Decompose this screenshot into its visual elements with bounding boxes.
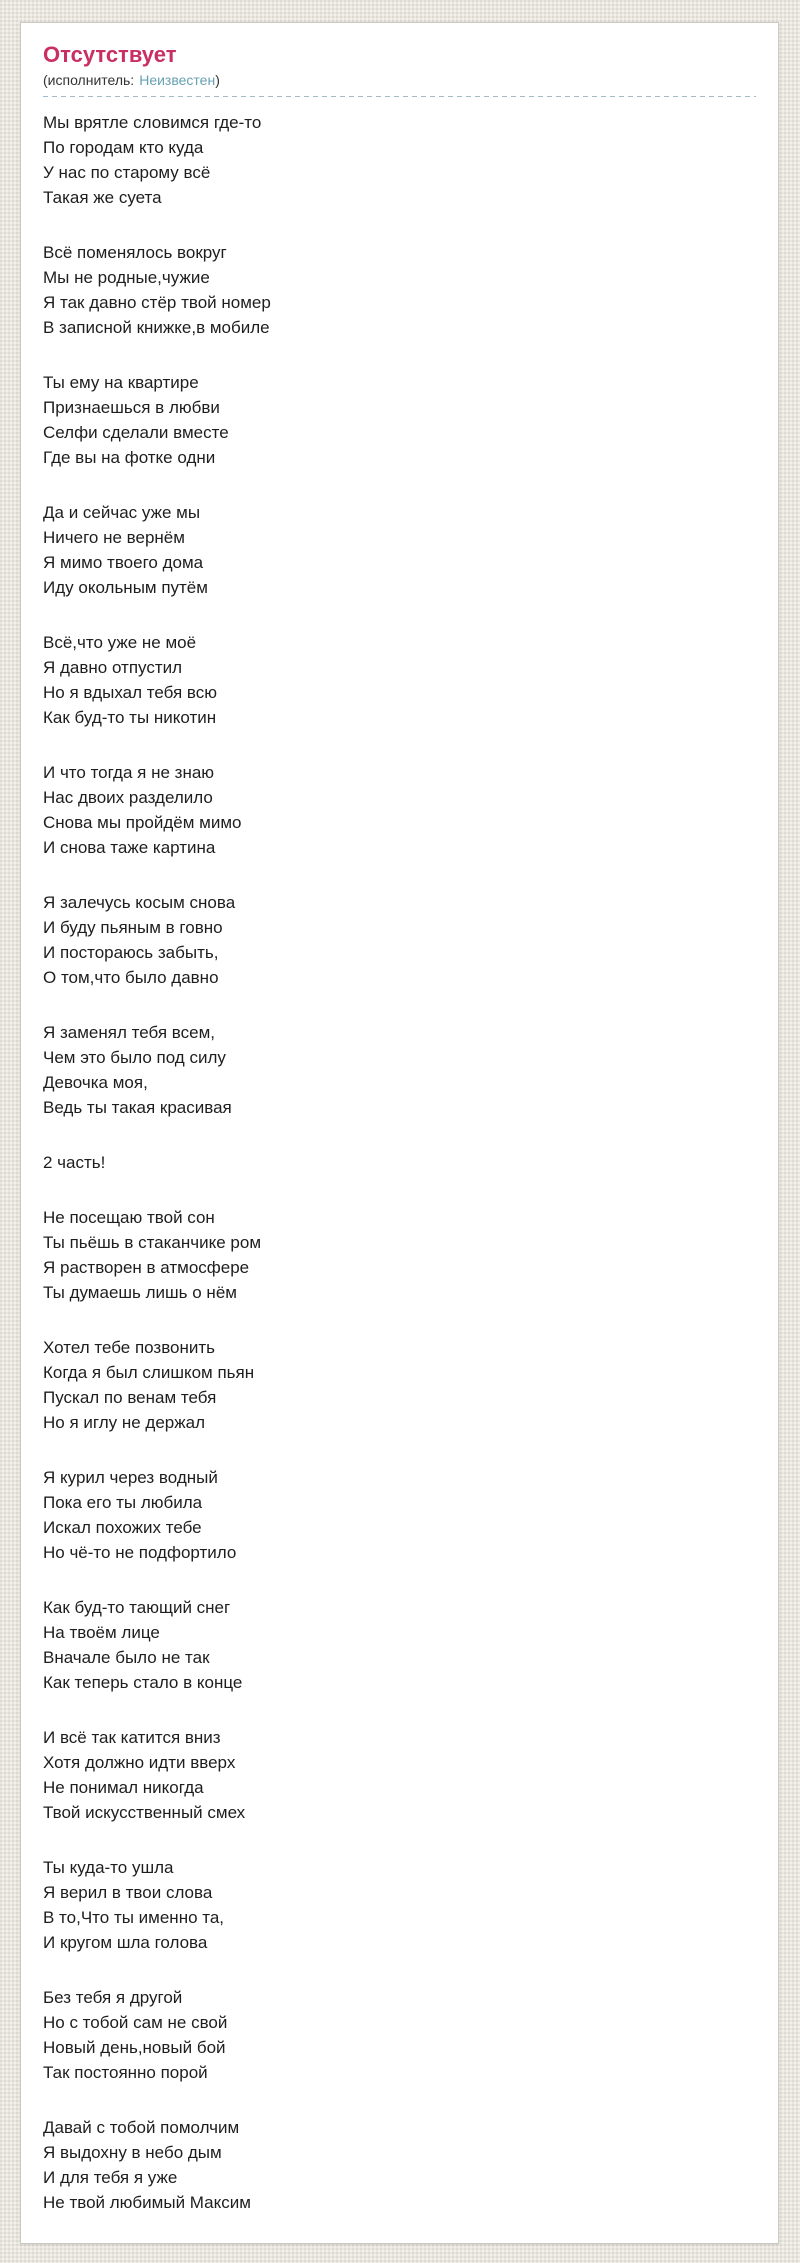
lyric-line: Но чё-то не подфортило xyxy=(43,1543,237,1562)
lyric-line: Не твой любимый Максим xyxy=(43,2193,251,2212)
stanza xyxy=(43,1020,756,1120)
lyric-line: О том,что было давно xyxy=(43,968,219,987)
lyric-line: По городам кто куда xyxy=(43,138,204,157)
stanza xyxy=(43,1855,756,1955)
lyric-line: В записной книжке,в мобиле xyxy=(43,318,270,337)
stanza xyxy=(43,1595,756,1695)
lyric-line: Мы не родные,чужие xyxy=(43,268,210,287)
lyric-line: Хотя должно идти вверх xyxy=(43,1753,236,1772)
lyrics xyxy=(43,110,756,2215)
lyric-line: Но я иглу не держал xyxy=(43,1413,205,1432)
lyric-line: Я выдохну в небо дым xyxy=(43,2143,222,2162)
stanza xyxy=(43,1205,756,1305)
lyric-line: Ты думаешь лишь о нём xyxy=(43,1283,237,1302)
artist-label-close: ) xyxy=(215,72,220,88)
lyric-line: Но я вдыхал тебя всю xyxy=(43,683,218,702)
lyric-line: Ничего не вернём xyxy=(43,528,185,547)
lyric-line: И буду пьяным в говно xyxy=(43,918,223,937)
lyric-line: И всё так катится вниз xyxy=(43,1728,221,1747)
stanza xyxy=(43,890,756,990)
stanza xyxy=(43,1985,756,2085)
lyric-line: Мы врятле словимся где-то xyxy=(43,113,262,132)
lyric-line: Как буд-то тающий снег xyxy=(43,1598,231,1617)
lyric-line: 2 часть! xyxy=(43,1153,106,1172)
lyric-line: Признаешься в любви xyxy=(43,398,220,417)
stanza xyxy=(43,760,756,860)
lyric-line: Я верил в твои слова xyxy=(43,1883,213,1902)
stanza xyxy=(43,500,756,600)
lyric-line: Твой искусственный смех xyxy=(43,1803,246,1822)
stanza xyxy=(43,1465,756,1565)
lyric-line: Чем это было под силу xyxy=(43,1048,226,1067)
lyric-line: Я заменял тебя всем, xyxy=(43,1023,215,1042)
lyric-line: Всё поменялось вокруг xyxy=(43,243,227,262)
lyric-line: Как теперь стало в конце xyxy=(43,1673,243,1692)
artist-link[interactable]: Неизвестен xyxy=(139,72,216,88)
lyric-line: Нас двоих разделило xyxy=(43,788,213,807)
lyric-line: Такая же суета xyxy=(43,188,162,207)
lyric-line: Не посещаю твой сон xyxy=(43,1208,215,1227)
lyric-line: Девочка моя, xyxy=(43,1073,148,1092)
lyric-line: Всё,что уже не моё xyxy=(43,633,197,652)
lyric-line: Но с тобой сам не свой xyxy=(43,2013,228,2032)
lyric-line: Как буд-то ты никотин xyxy=(43,708,217,727)
lyric-line: И кругом шла голова xyxy=(43,1933,208,1952)
lyric-line: На твоём лице xyxy=(43,1623,160,1642)
stanza xyxy=(43,240,756,340)
lyric-line: И для тебя я уже xyxy=(43,2168,178,2187)
dashed-separator xyxy=(43,96,756,97)
song-title: Отсутствует xyxy=(43,42,177,67)
lyric-line: Иду окольным путём xyxy=(43,578,208,597)
lyric-line: Ты пьёшь в стаканчике ром xyxy=(43,1233,262,1252)
artist-label: (исполнитель: xyxy=(43,72,135,88)
lyric-line: Я так давно стёр твой номер xyxy=(43,293,271,312)
lyric-line: У нас по старому всё xyxy=(43,163,211,182)
lyric-line: Снова мы пройдём мимо xyxy=(43,813,242,832)
stanza xyxy=(43,370,756,470)
lyric-line: Когда я был слишком пьян xyxy=(43,1363,255,1382)
stanza xyxy=(43,2115,756,2215)
lyric-line: И постораюсь забыть, xyxy=(43,943,219,962)
stanza xyxy=(43,1150,756,1175)
lyric-line: Я курил через водный xyxy=(43,1468,218,1487)
lyric-line: Так постоянно порой xyxy=(43,2063,208,2082)
stanza xyxy=(43,1335,756,1435)
lyric-line: Давай с тобой помолчим xyxy=(43,2118,240,2137)
lyric-line: Я залечусь косым снова xyxy=(43,893,236,912)
lyric-line: Пока его ты любила xyxy=(43,1493,203,1512)
stanza xyxy=(43,630,756,730)
lyric-line: Пускал по венам тебя xyxy=(43,1388,217,1407)
stanza xyxy=(43,110,756,210)
lyric-line: Не понимал никогда xyxy=(43,1778,204,1797)
lyric-line: Искал похожих тебе xyxy=(43,1518,202,1537)
lyric-line: Я растворен в атмосфере xyxy=(43,1258,250,1277)
lyric-line: Я мимо твоего дома xyxy=(43,553,204,572)
lyric-line: Ведь ты такая красивая xyxy=(43,1098,232,1117)
lyric-line: Я давно отпустил xyxy=(43,658,183,677)
lyric-line: Селфи сделали вместе xyxy=(43,423,229,442)
lyrics-card xyxy=(20,22,779,2244)
lyric-line: Вначале было не так xyxy=(43,1648,210,1667)
lyric-line: Ты ему на квартире xyxy=(43,373,199,392)
lyric-line: Новый день,новый бой xyxy=(43,2038,226,2057)
lyric-line: В то,Что ты именно та, xyxy=(43,1908,225,1927)
lyric-line: Где вы на фотке одни xyxy=(43,448,216,467)
lyric-line: Без тебя я другой xyxy=(43,1988,183,2007)
lyric-line: Хотел тебе позвонить xyxy=(43,1338,216,1357)
lyric-line: Ты куда-то ушла xyxy=(43,1858,174,1877)
lyric-line: И что тогда я не знаю xyxy=(43,763,215,782)
stanza xyxy=(43,1725,756,1825)
lyric-line: И снова таже картина xyxy=(43,838,216,857)
artist-line xyxy=(43,71,756,96)
lyric-line: Да и сейчас уже мы xyxy=(43,503,201,522)
